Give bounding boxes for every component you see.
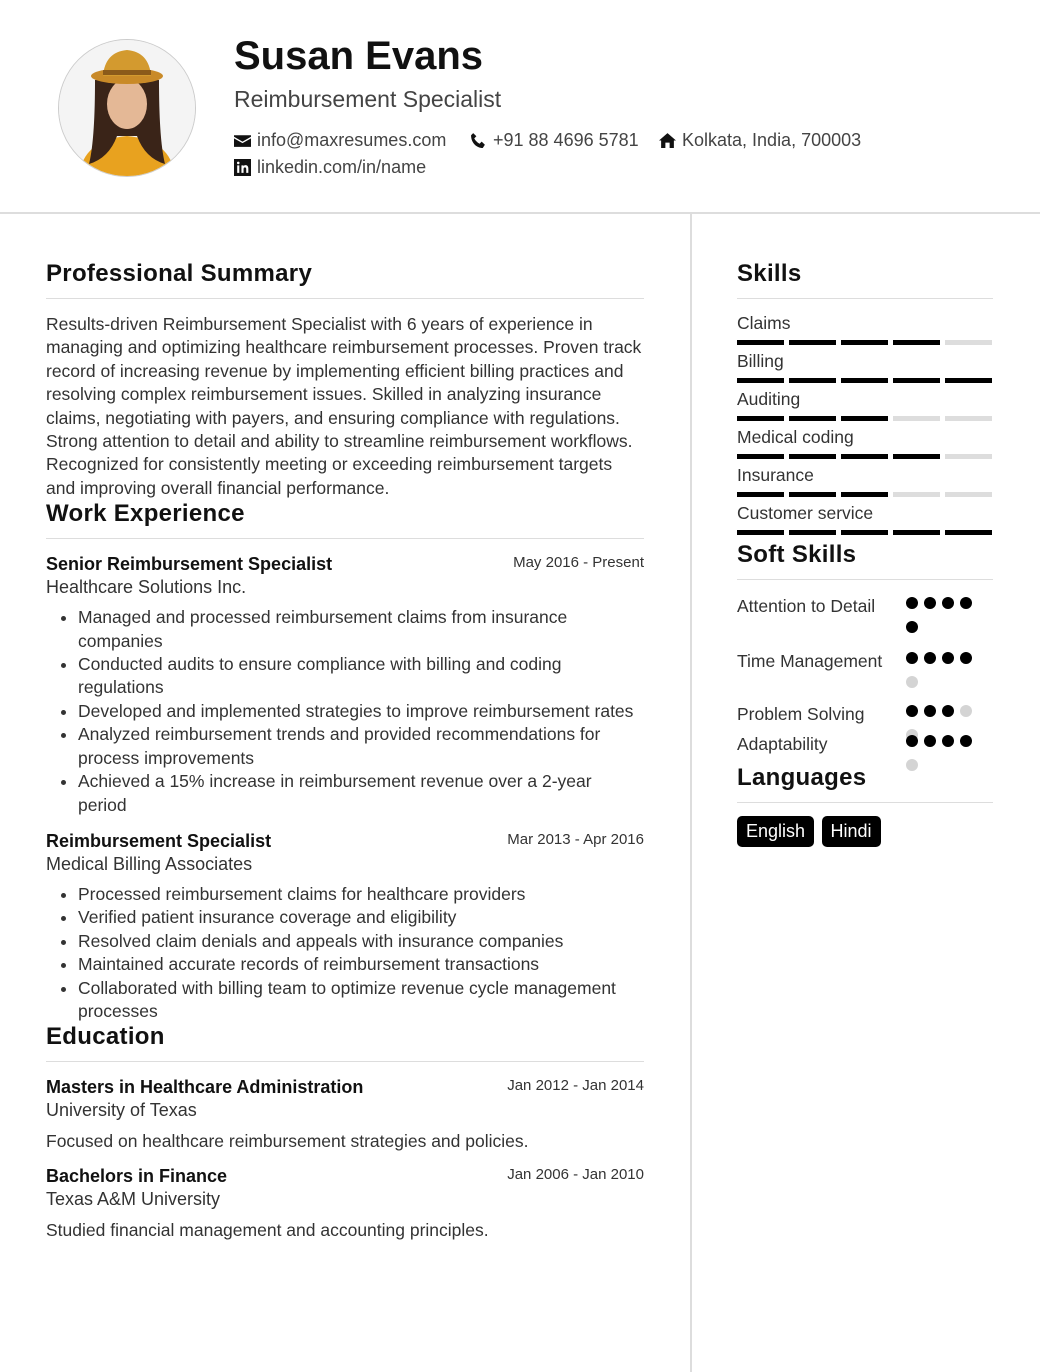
skill-segment-filled: [737, 530, 784, 535]
rating-dot-filled: [924, 597, 936, 609]
rating-dot-filled: [960, 735, 972, 747]
soft-skills-list: [737, 594, 993, 762]
soft-skill-name: Problem Solving: [737, 704, 865, 724]
job-dates: May 2016 - Present: [513, 554, 644, 572]
education-description: Focused on healthcare reimbursement strategies and policies.: [46, 1131, 529, 1152]
column-divider: [690, 214, 692, 1372]
rating-dot-empty: [906, 759, 918, 771]
skill-segment-empty: [893, 492, 940, 497]
rating-dot-filled: [942, 735, 954, 747]
linkedin-icon: [234, 159, 251, 176]
work-experience-section: [46, 500, 644, 1023]
skill-segment-filled: [789, 378, 836, 383]
language-badge: English: [737, 816, 814, 847]
skill-segment-filled: [841, 530, 888, 535]
education-entry: [46, 1166, 644, 1241]
rating-dot-filled: [906, 597, 918, 609]
rating-dot-filled: [906, 735, 918, 747]
section-heading: Professional Summary: [46, 260, 644, 299]
list-item: • Achieved a 15% increase in reimbursement revenue over a 2-year period: [78, 770, 644, 817]
skill-segment-filled: [893, 454, 940, 459]
section-heading: Soft Skills: [737, 541, 993, 580]
phone-text: +91 88 4696 5781: [493, 130, 639, 150]
school-name: University of Texas: [46, 1100, 197, 1121]
rating-dot-filled: [942, 597, 954, 609]
list-item: • Processed reimbursement claims for healthcare providers: [78, 883, 644, 906]
linkedin-text: linkedin.com/in/name: [257, 157, 427, 177]
soft-skill-name: Adaptability: [737, 734, 828, 754]
skills-list: [737, 313, 993, 535]
skill-segment-filled: [945, 378, 992, 383]
list-item: • Verified patient insurance coverage and eligibility: [78, 906, 644, 929]
rating-dot-filled: [960, 652, 972, 664]
section-heading: Skills: [737, 260, 993, 299]
skill-bar: [737, 378, 993, 383]
degree-title: Bachelors in Finance: [46, 1166, 228, 1187]
skill-item: [737, 465, 993, 497]
education-dates: Jan 2006 - Jan 2010: [507, 1166, 644, 1184]
skill-segment-empty: [945, 340, 992, 345]
soft-skills-section: [737, 541, 993, 762]
soft-skill-dots: [906, 597, 978, 645]
skills-section: [737, 260, 993, 535]
rating-dot-empty: [960, 705, 972, 717]
rating-dot-filled: [924, 652, 936, 664]
skill-item: [737, 351, 993, 383]
section-heading: Work Experience: [46, 500, 644, 539]
degree-title: Masters in Healthcare Administration: [46, 1077, 364, 1098]
resume-header: [0, 0, 1040, 214]
candidate-name: Susan Evans: [234, 34, 484, 78]
job-company: Medical Billing Associates: [46, 853, 253, 874]
skill-item: [737, 313, 993, 345]
skill-bar: [737, 530, 993, 535]
candidate-title: Reimbursement Specialist: [234, 86, 502, 112]
job-dates: Mar 2013 - Apr 2016: [507, 830, 644, 848]
skill-segment-filled: [737, 340, 784, 345]
skill-name: Medical coding: [737, 427, 854, 447]
skill-segment-filled: [789, 340, 836, 345]
skill-name: Auditing: [737, 389, 801, 409]
school-name: Texas A&M University: [46, 1189, 221, 1210]
skill-bar: [737, 416, 993, 421]
rating-dot-filled: [906, 705, 918, 717]
skill-item: [737, 503, 993, 535]
list-item: • Analyzed reimbursement trends and provided recommendations for process improvements: [78, 723, 644, 770]
rating-dot-filled: [960, 597, 972, 609]
soft-skill-item: [737, 702, 993, 732]
skill-bar: [737, 492, 993, 497]
skill-segment-filled: [893, 340, 940, 345]
section-heading: Languages: [737, 764, 993, 803]
education-section: [46, 1023, 644, 1241]
soft-skill-item: [737, 649, 993, 702]
skill-segment-empty: [945, 454, 992, 459]
professional-summary-section: [46, 260, 644, 500]
summary-text: Results-driven Reimbursement Specialist with 6 years of experience in managing and optimizing healthcare reimbursement processes. Proven track record of increasing revenue by implementing efficient billing practices and resolving complex reimbursement issues. Skilled in analyzing insurance claims, negotiating with payers, and ensuring compliance with regulations. Strong attention to detail and ability to streamline reimbursement workflows. Recognized for consistently meeting or exceeding reimbursement targets and improving overall financial performance.: [46, 314, 642, 498]
job-bullets: [46, 883, 644, 1023]
soft-skill-item: [737, 732, 993, 762]
skill-name: Claims: [737, 313, 791, 333]
job-bullets: [46, 606, 644, 817]
soft-skill-dots: [906, 652, 978, 700]
envelope-icon: [234, 132, 251, 149]
skill-segment-filled: [737, 378, 784, 383]
section-heading: Education: [46, 1023, 644, 1062]
skill-name: Billing: [737, 351, 784, 371]
education-description: Studied financial management and accounting principles.: [46, 1220, 489, 1241]
skill-item: [737, 427, 993, 459]
skill-segment-filled: [893, 378, 940, 383]
languages-list: [737, 816, 993, 847]
list-item: • Managed and processed reimbursement claims from insurance companies: [78, 606, 644, 653]
job-entry: [46, 831, 644, 1023]
skill-segment-filled: [737, 492, 784, 497]
skill-segment-empty: [893, 416, 940, 421]
skill-bar: [737, 454, 993, 459]
phone-icon: [470, 132, 487, 149]
skill-segment-filled: [893, 530, 940, 535]
skill-segment-filled: [841, 454, 888, 459]
avatar-illustration: [59, 40, 195, 176]
rating-dot-empty: [906, 676, 918, 688]
education-entry: [46, 1077, 644, 1152]
location-text: Kolkata, India, 700003: [682, 130, 862, 150]
skill-segment-filled: [841, 492, 888, 497]
job-title: Senior Reimbursement Specialist: [46, 554, 333, 575]
education-dates: Jan 2012 - Jan 2014: [507, 1077, 644, 1095]
home-icon: [659, 132, 676, 149]
list-item: • Maintained accurate records of reimbursement transactions: [78, 953, 644, 976]
soft-skill-name: Attention to Detail: [737, 596, 876, 616]
main-column: [46, 260, 644, 1241]
list-item: • Conducted audits to ensure compliance with billing and coding regulations: [78, 653, 644, 700]
skill-bar: [737, 340, 993, 345]
skill-item: [737, 389, 993, 421]
contact-location: [659, 130, 861, 151]
skill-segment-filled: [841, 340, 888, 345]
list-item: • Resolved claim denials and appeals with insurance companies: [78, 930, 644, 953]
rating-dot-filled: [942, 705, 954, 717]
skill-segment-filled: [789, 454, 836, 459]
contact-email[interactable]: [234, 130, 446, 151]
list-item: • Collaborated with billing team to optimize revenue cycle management processes: [78, 977, 644, 1024]
language-badge: Hindi: [822, 816, 881, 847]
skill-segment-empty: [945, 416, 992, 421]
job-title: Reimbursement Specialist: [46, 830, 272, 851]
skill-segment-empty: [945, 492, 992, 497]
contact-phone[interactable]: [470, 130, 639, 151]
email-text: info@maxresumes.com: [257, 130, 447, 150]
rating-dot-filled: [942, 652, 954, 664]
soft-skill-name: Time Management: [737, 651, 883, 671]
skill-segment-filled: [789, 416, 836, 421]
skill-segment-filled: [945, 530, 992, 535]
skill-segment-filled: [841, 378, 888, 383]
job-entry: [46, 554, 644, 817]
skill-name: Customer service: [737, 503, 874, 523]
skill-segment-filled: [737, 416, 784, 421]
rating-dot-filled: [924, 705, 936, 717]
soft-skill-item: [737, 594, 993, 649]
rating-dot-filled: [906, 652, 918, 664]
skill-segment-filled: [841, 416, 888, 421]
rating-dot-filled: [906, 621, 918, 633]
skill-segment-filled: [737, 454, 784, 459]
sidebar-column: [737, 260, 993, 847]
skill-segment-filled: [789, 530, 836, 535]
list-item: • Developed and implemented strategies to improve reimbursement rates: [78, 700, 644, 723]
contact-linkedin[interactable]: [234, 157, 426, 178]
skill-name: Insurance: [737, 465, 814, 485]
profile-photo: [58, 39, 196, 177]
skill-segment-filled: [789, 492, 836, 497]
soft-skill-dots: [906, 735, 978, 783]
rating-dot-filled: [924, 735, 936, 747]
job-company: Healthcare Solutions Inc.: [46, 577, 247, 598]
